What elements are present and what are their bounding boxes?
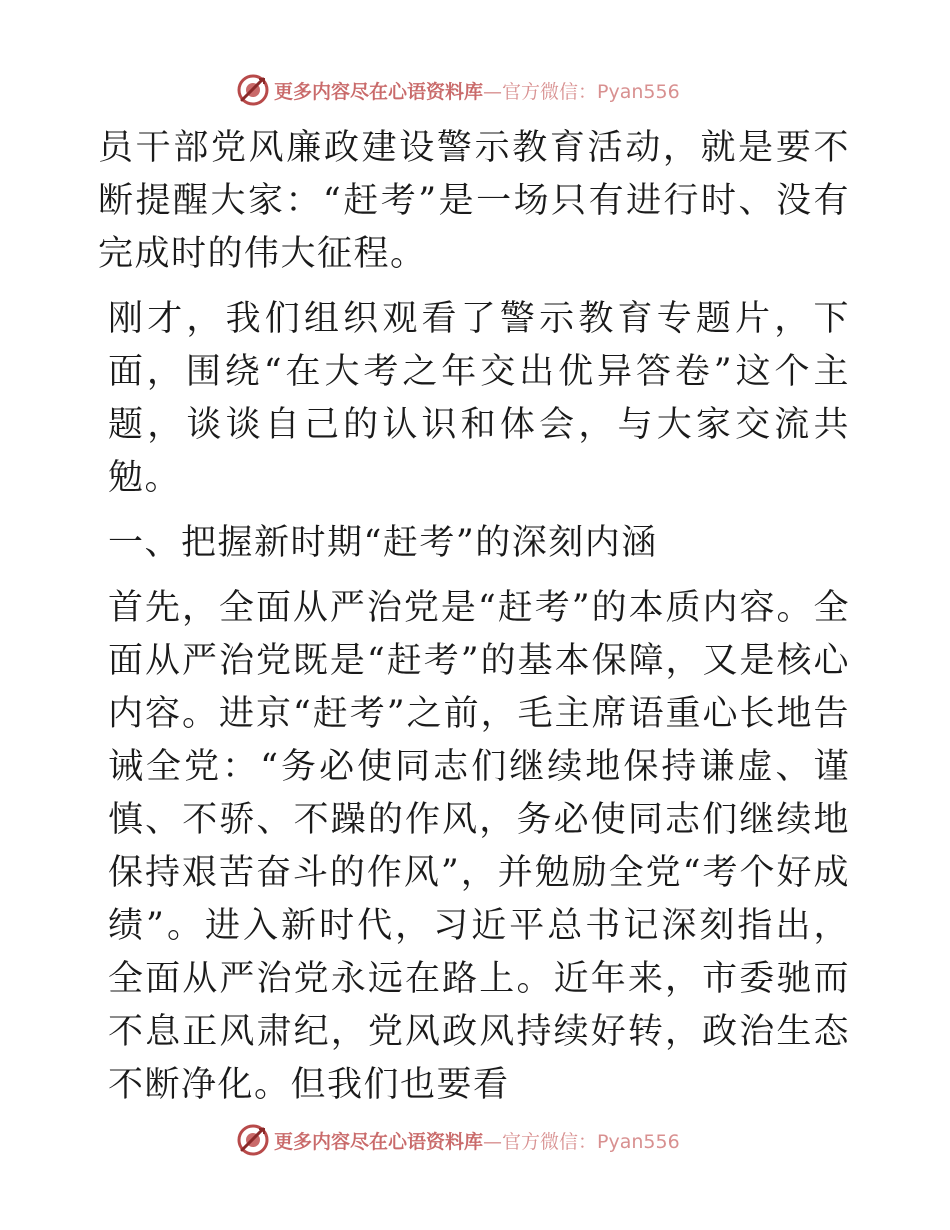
paragraph-body: 首先，全面从严治党是“赶考”的本质内容。全面从严治党既是“赶考”的基本保障，又是核心内容。进京“赶考”之前，毛主席语重心长地告诫全党：“务必使同志们继续地保持谦虚、谨慎、不骄、不躁的作风，务必使同志们继续地保持艰苦奋斗的作风”，并勉励全党“考个好成绩”。进入新时代，习近平总书记深刻指出，全面从严治党永远在路上。近年来，市委驰而不息正风肃纪，党风政风持续好转，政治生态不断净化。但我们也要看 [108, 588, 850, 1105]
paragraph-continuation: 员干部党风廉政建设警示教育活动，就是要不断提醒大家：“赶考”是一场只有进行时、没有完成时的伟大征程。 [98, 128, 850, 274]
brand-logo-icon [236, 73, 270, 107]
footer-watermark [236, 1122, 680, 1158]
paragraph-intro: 刚才，我们组织观看了警示教育专题片，下面，围绕“在大考之年交出优异答卷”这个主题，谈谈自己的认识和体会，与大家交流共勉。 [108, 299, 850, 498]
watermark-main-text: 更多内容尽在心语资料库 [274, 1130, 484, 1153]
watermark-main-text: 更多内容尽在心语资料库 [274, 80, 484, 103]
section-heading: 一、把握新时期“赶考”的深刻内涵 [108, 523, 658, 563]
watermark-sub-text: —官方微信：Pyan556 [483, 80, 680, 103]
header-watermark [236, 72, 680, 108]
brand-logo-icon [236, 1123, 270, 1157]
document-body [98, 122, 850, 1124]
watermark-sub-text: —官方微信：Pyan556 [483, 1130, 680, 1153]
